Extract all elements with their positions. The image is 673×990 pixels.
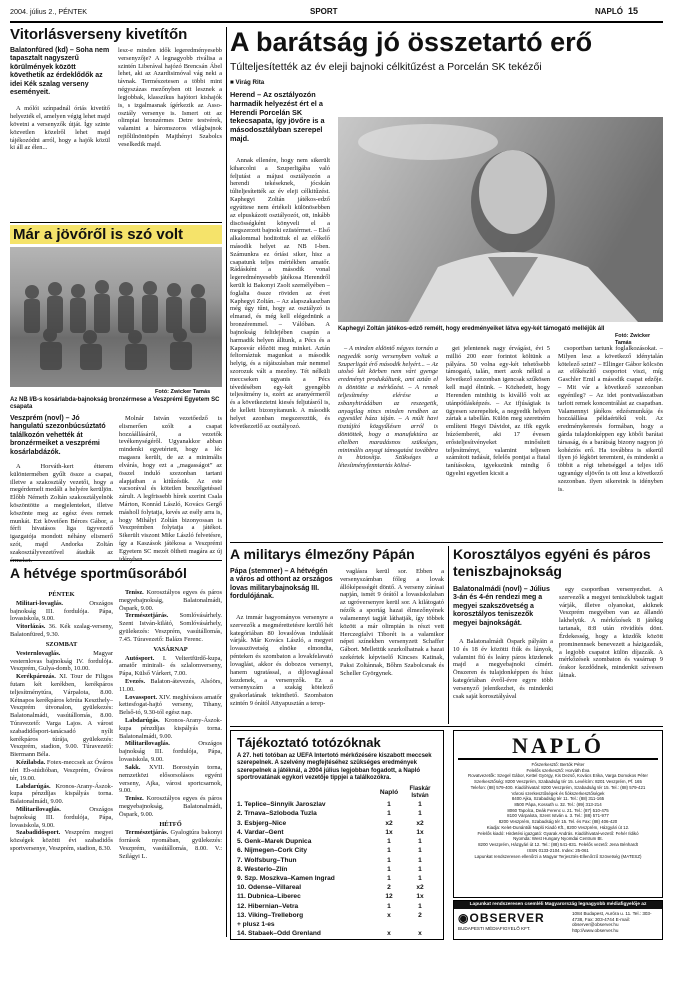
toto-match: 1. Teplice–Sinnyik Jaroszlav <box>237 801 326 809</box>
toto-flaskar-tip: 1 <box>418 847 422 855</box>
toto-row <box>237 865 437 874</box>
article-tennis <box>453 546 663 724</box>
toto-match: 2. Trnava–Szloboda Tuzla <box>237 810 317 818</box>
toto-title: Tájékoztató totózóknak <box>237 735 381 750</box>
header-section: SPORT <box>310 7 338 16</box>
imprint-line: 8060 Tapolca, Deák Ferenc u. 21. Tel.: (87) 510-475 <box>507 807 609 813</box>
toto-flaskar-tip: x2 <box>416 884 424 892</box>
main-col-4: csoportban tartunk foglalkozásokat. – Milyen lesz a következő idénytalán kötelező szint? – Ellinger Gábor kölcsön az előkészítő csoportot viszi, míg Gaschler Emil a második csapat edzője. – Mit vár a következő szezonban egyénileg? – Az idei pontvadászatban tarlott remek koncentrálást az csapatban. Valamennyi játékos edzésmunkája és hozzáállása példaértékű volt. Az eredménykeresés formában, hogy a gárda tulajdonképpen egy köbői barátai társaság, és a barátság bizony nagyon jó kohéziós erő. Ha továbbra is sikerül ilyen jó légkört teremteni, és mindenki a többit a régi tehetséggel a teljes idő ugyanúgy eljövőn is ott lesz a következő szezonban. ilyen sikereink is idényben is. <box>558 345 663 493</box>
toto-match: 10. Odense–Villareal <box>237 884 302 892</box>
weekend-column-2 <box>119 589 222 937</box>
toto-naplo-tip: 1 <box>387 874 391 882</box>
toto-match: 8. Westerlo–Zlín <box>237 865 288 873</box>
weekend-event-sport: Autósport. <box>125 654 163 662</box>
toto-naplo-tip: 1 <box>387 801 391 809</box>
rule-4 <box>230 726 663 727</box>
weekend-event <box>10 806 113 829</box>
weekend-event-detail: Veszprém megyei községek közötti évi szabadidős sportversenye, Veszprém, stadion, 8.30. <box>10 829 114 852</box>
main-col-1: Annak ellenére, hogy nem sikerült kiharcolni a Szuperligába való feljutást a májusi osztályozón a herendi tekéseknek, jócskán túlteljesítették az év eleji célkitűzést. Kaphegyi Zoltán játékos-edző egyúttese nem értékeli különösebben az elpuskázott osztályozót, ott, inkább discösségként könyveli el a megszerzett bajnoki ezüstérmet. – Első alkalommal hoditottuk el az előkelő második helyet az NB I-ben. Számunkra ez óriási siker, hisz a csapatunk teljes mértékben amatőr. Rádásként a második vonal legeredményesebb játékosa Herendről került ki Bakonyi Zsolt személyében – foglalta össze röviden az évet Kaphegyi Zoltán. – Az alapszakaszban még úgy tűnt, hogy az osztályzó is elmarad, és még kell elégednünk a bronzéremmel. – Válóban. A bajnokság felidejében csapún a harmadik helyen álltunk, a Pécs és a Kaposvár előzött meg minket. Aztán feltornáztuk magunkat a második helyig, és a rájátszásban már nemmel szorozuk vált a mezőny. Tét nélküli meccseken ugyanis a Pécs tévedésében egy-két gyengébb teljesítmény is, ezért az aranyérmeről és a következtetni kiesés feljutásról is, de kellett bizonyítanunk. A második helyet azonban megszereztük, és következetlő az osztályozó. <box>230 157 330 430</box>
toto-naplo-tip: 1 <box>387 902 391 910</box>
tennis-col-2: egy csoportban versenyezhet. A szervezők a megyei teniszklubok tagjait várják, illetve olyanokat, akiknek Veszprém megyében van az állandó lakhelyük. A mérkőzések 8 játékig tartanak, 8:8 után rövidítés dönt. Érdekesség, hogy a küzdők között prominennsek benevezett a házigazdák, a legjobb csapatot külön díjazzák. A mérkőzések szombaton és vasárnap 9 órakor kezdődnek, mindenkit szívesen látnak. <box>559 586 663 679</box>
weekend-event-detail: Gyalogtúra bakonyi források nyomában, gyülekezés: Veszprém, vasútállomás, 8.00. V.: Szilágyi L. <box>119 829 222 860</box>
weekend-event-sport: Labdarúgás. <box>125 717 165 724</box>
toto-row <box>237 920 437 929</box>
main-col-2: – A minden eldöntő négyes tornán a negyedik sorig versenyben voltak a Szuperligát érő második helyért... – Az utolsó két körben nem várt gyenge eredményt produkáltunk, ami aztán el is döntötte a mérkőzést. – A remek teljesítmény elérése a zsbanyhirádában az reszegetik, anyagilag nincs minden rendben az egyesület háza táján. – A múlt havi tisztújító közgyűlésen arról is döntöttek, hogy a manufaktúra az eltelben maradásnos szükséges, minimális anyagi támogatást továbbra is biztosítja. Szükséges a létesítményfenntartás költsé- <box>338 345 438 470</box>
toto-flaskar-tip: 1 <box>418 902 422 910</box>
weekend-title: A hétvége sportműsorából <box>10 565 187 581</box>
tennis-lead: Balatonalmádi (novl) – Július 3-án és 4-én rendezi meg a megyei szakszövetség a korosztályos teniszezők megyei bajnokságát. <box>453 586 550 627</box>
observer-address: 1084 Budapest, Auróra u. 11. Tel.: 303-4738, Fax: 303-4744 E-mail: observer@observer.hu http://www.observer.hu <box>572 911 652 934</box>
weekend-event-sport: Kerékpározás. <box>16 673 60 681</box>
observer-sub: BUDAPESTI MÉDIAFIGYELŐ KFT. <box>458 925 531 931</box>
weekend-event <box>119 795 222 818</box>
toto-col-flaskar: Flaskár István <box>409 786 431 800</box>
imprint-line: 8200 Veszprém, Házgyári út 12. Tel.: (88) 541-831. Felelős vezető: Jena Bénhardt <box>478 842 638 848</box>
weekend-event-detail: XI. Tour de Filigos futam két kerékben, kerékpáros teljesítménytúra, Várpalota, 8.00. Kétnapos kerékpáros körúta Keszthely–Veszprém útvonalon, gyülekezés: Balatonalmádi, vasútállomás, 8.00. Túravezető: Varga Lajos. A várost szabadidősport-tanácsadó nyílt kerékpáros túrája, gyülekezés: Veszprém, stadion, 9.00. Túravezető: Biermann Béla. <box>10 673 113 759</box>
future-body-2: Molnár István vezetőedző is elismerően szólt a csapat hozzáállásáról, a vezetők tevékenységéről. Ugyanakkor abban mindenki egyetértett, hogy a léc magasra került, de az a minimális elvárás, hogy ezt a „magasságot” az összel induló szezonban tartani alapjaiban a kitűzésük. Az este vacsorával és kötetlen beszélgetéssel zárult. A legfrissebb hírek szerint Csala Márton, Konrád László, Kovács Gergő másholl folytatja, kevés az esély arra is, hogy Mihályi Zoltán bizonyossan is Veszprémben folytatja a játékot. Sikerült viszont Mike László felvetésre, így a Kaszások játékosa a Veszprémi Egyetem SC mezét öltheti magára az új <box>119 415 222 555</box>
main-lead: Herend – Az osztályozón harmadik helyezést ért el a Herendi Porcelán SK tekecsapata, így jövőre is a másodosztályban szerepel majd. <box>230 90 325 143</box>
toto-row <box>237 856 437 865</box>
toto-row <box>237 911 437 920</box>
toto-row <box>237 838 437 847</box>
imprint-line: Lapunkat rendszeresen ellenőrzi a Magyar Terjesztés-Ellenőrző Szövetség (MATESZ) <box>474 853 642 859</box>
toto-row <box>237 819 437 828</box>
toto-col-naplo: Napló <box>379 789 399 797</box>
toto-match: 6. Nijmegen–Cork City <box>237 847 307 855</box>
future-team-photo <box>10 247 222 387</box>
naplo-logo-text: NAPLÓ <box>512 733 604 758</box>
rule-1 <box>10 222 222 223</box>
toto-row <box>237 930 437 939</box>
toto-table <box>237 786 437 939</box>
weekend-event-detail: Korosztályos egyes és páros megyebajnokság, Balatonalmádi, Öspark, 9.00. <box>119 589 222 612</box>
future-title: Már a jövőről is szó volt <box>10 225 222 244</box>
main-photo-figure <box>338 117 663 322</box>
weekend-event-sport: Szabadidősport. <box>16 829 65 837</box>
tennis-col-1: A Balatonalmádi Öspark pályáin a 10 és 18 év közötti fiúk és lányok, valamint fiú és leány páros küzdenek majd a megyebajnoki címért. Önszeren és tulajdonképpen és húsz kategóriában évről-évre egyre több versenyző jelentkezhet, és mindenki csak saját korosztályával <box>453 638 553 700</box>
weekend-event <box>119 829 222 860</box>
weekend-event <box>119 589 222 612</box>
weekend-event-sport: Vitorlázás. <box>16 623 49 631</box>
main-photo <box>338 117 663 322</box>
toto-row <box>237 884 437 893</box>
weekend-event-detail: Magyar vesternlovas bajnokság IV. fordulója. Veszprém, Gulya-domb, 10.00. <box>10 649 113 673</box>
observer-banner: Lapunkat rendszeresen csemléli Magyarország legnagyobb médiafigyelője az <box>454 901 662 909</box>
weekend-event-sport: Vesternlovaglás. <box>16 649 94 657</box>
imprint-line: 8100 Várpalota, Szent István u. 3. Tel.: (88) 571-977 <box>507 813 609 819</box>
toto-flaskar-tip: 1 <box>418 865 422 873</box>
column-divider <box>226 27 227 937</box>
weekend-day-heading: VASÁRNAP <box>153 645 188 653</box>
toto-flaskar-tip <box>403 920 437 929</box>
toto-row <box>237 902 437 911</box>
toto-match: 12. Hibernian–Vetra <box>237 902 299 910</box>
toto-match: 11. Dubnica–Liberec <box>237 893 301 901</box>
weekend-event <box>119 717 222 740</box>
toto-flaskar-tip: 1 <box>418 838 422 846</box>
toto-naplo-tip: x2 <box>385 819 393 827</box>
weekend-event-detail: Fotex-meccsek az Óváros téri Eb-stúdióban, Veszprém, Óváros tér, 19.00. <box>10 759 113 782</box>
toto-row <box>237 810 437 819</box>
toto-row <box>237 801 437 810</box>
toto-naplo-tip: 1 <box>387 838 391 846</box>
sailing-lead: Balatonfüred (kd) – Soha nem tapasztalt nagyszerű körülmények között követhetik az érdeklődők az idei Kék szalag verseny eseményeit. <box>10 47 110 96</box>
toto-row <box>237 828 437 837</box>
weekend-event-detail: I. Veltertfürdő-kupa, amatőr minirali- és szlalomverseny, Pápa, Külső Várkert, 7.00. <box>119 654 222 678</box>
weekend-event <box>119 612 222 643</box>
weekend-event <box>119 740 222 763</box>
weekend-event-detail: Korosztályos egyes és páros megyebajnokság, Balatonalmádi, Öspark, 9.00. <box>119 795 222 818</box>
weekend-event-sport: Evezés. <box>125 677 151 685</box>
toto-naplo-tip: 1 <box>387 856 391 864</box>
toto-match: 9. Szp. Moszkva–Kamen Ingrad <box>237 874 335 882</box>
weekend-event-detail: XIV. meghívásos amatőr kettesfogat-hajtó verseny, Tihany, Belső-tó, 9.30-tól egész nap. <box>119 693 223 717</box>
weekend-event <box>10 600 113 623</box>
weekend-event-sport: Kézilabda. <box>16 759 47 767</box>
military-col-2: vaglásra kerül sor. Ebben a versenyszámban főleg a lovak állóképességét döntő. A verseny zárásai napján, ismét 9 órától a lovasiskolaban az ugróversenyre kerül sor. A kilátogató nézők a sportág hazai élmezőnyének valamennyi tagját láthatják, így többek között a már olimpián is részt vett Herczegfalvi Tiborét is a valamikor népei színekben versenyzett Schaffer Gábort. Mellettük szurkolhatnak a hazai szekértek képviselő Kincses Katinak, Paksi Zoltánnak, Bőhm Szabolcsnak és Scheller Györgynek. <box>340 568 444 677</box>
toto-flaskar-tip: 1 <box>418 810 422 818</box>
toto-row <box>237 847 437 856</box>
future-body-1: A Horváth-kert étterem különtermében gyűlt össze a csapat, illetve a szakosztály vezetői, hogy a megérdemelt medáli a helyére kerüljön. Előbb Németh Zoltán szakosztályelnök köszöntötte a megjelenteket, illetve köszönte meg az egész éves remek munkát. Ezt követően Bérces Gábor, a férfi hivatásos liga ügyvezető igazgatója mondott néhány elismerő szót, majd Andorka Zoltán szakosztályvezetővel átadták az <box>10 462 113 556</box>
imprint-line: ISSN 0133-2104. Index: 25-061 <box>527 847 589 853</box>
main-photo-credit: Fotó: Zwicker Tamás <box>615 333 651 346</box>
column-divider-2 <box>448 546 449 724</box>
toto-match: 14. Stabaek–Odd Grenland <box>237 930 321 938</box>
imprint-line: Nyomda: West Hungary Nyomdai Centrum Bt. <box>513 836 603 842</box>
article-future <box>10 225 222 556</box>
weekend-event-sport: Sakk. <box>125 763 149 771</box>
toto-naplo-tip: 2 <box>387 884 391 892</box>
rule-3 <box>230 542 663 543</box>
toto-box <box>230 730 444 940</box>
main-col-3: gei jelentenek nagy érvágást, évi 5 millió 200 ezer forintot költünk a pályára. 50 volna egy-két tehetősebb támogató, talán, mert azok nélkül a következő szezonban igencsak szűkösen kell majd élnünk. – Közhedett, hogy Herenden minthiig is kivállő volt az utánpótlásképzés. – Az ifjúságiak is ügyesen szerepeltek, a negyedik helyen zártak a tabellán. Külön meg szeretném említeni Hegyi Dávidot, az ifik egyik húzóemberét, aki 17 évesen erősteljesítvényeket minősített teljesítményt, valamint teljesen számított tudását, felelős pontjai a fiatal tanításokra, igyekszünk mindig ő ügyelni egyetlen kicsit a <box>446 345 550 477</box>
imprint-line: Kiadja: Kelet-Dunántúli Napló Kiadó Kft., 8200 Veszprém, Házgyári út 12. <box>486 824 630 830</box>
imprint-line: Rovatvezetők: Szegel Gábor, Kettel György, Kis Dezső, Kovács Erika, Varga Domokos Péter <box>468 773 648 779</box>
toto-col-match <box>237 786 375 801</box>
article-main <box>230 27 663 547</box>
imprint-logo <box>458 734 658 760</box>
main-byline <box>230 79 264 87</box>
weekend-event-detail: XVII. Borostyán torna, nemzetközi elősorsolásos egyéni verseny, Ajka, városi sportcsarnok, 9.00. <box>119 763 223 795</box>
weekend-event-sport: Lovassport. <box>125 693 159 701</box>
military-col-1: Az immár hagyományos versenyre a szervezők a megmérettetésre kerülő hét kategóriában 80 lovaslóvas indulását várják. Már Kovács László, a megyei lovasszövetség elnöke elmondta, pénteken és szombaton a lovakfelavató lovaglást, akkor és dobozos versenyt, hanem ugratással, a díjlovaglással kezdenek, a versenyzők. Ez a versenyszám a szakág kötelező gyakorlatának tekinthető. Szombaton szintén 9 órától Attyapusztán a terep- <box>230 614 333 707</box>
imprint-line: 8400 Ajka, Szabadság tér 11. Tel.: (88) 311-165 <box>511 796 605 802</box>
sailing-body-1: A mólói színpadnál óriás kivetítő helyezték el, amelyen végig lehet majd követni a versenyzők útját. Így szinte közvetlen közelről lehet majd tájékozódni arról, hogy a hajók közül ki áll az élen... <box>10 105 110 152</box>
weekend-event-detail: Balaton-átevezés, Alsóörs, 11.00. <box>119 677 222 693</box>
future-photo-caption: Az NB I/B-s kosárlabda-bajnokság bronzérmese a Veszprémi Egyetem SC csapata <box>10 397 220 411</box>
toto-naplo-tip: 1 <box>387 865 391 873</box>
toto-flaskar-tip: 2 <box>418 911 422 919</box>
weekend-event <box>119 694 222 717</box>
toto-naplo-tip: x <box>387 930 391 938</box>
header-rule <box>10 21 663 23</box>
byline-name: Virág Rita <box>235 79 265 86</box>
weekend-event-detail: Országos bajnokság III. fordulója, Pápa, lovasiskola, 9.00. <box>10 805 113 829</box>
weekend-event <box>119 764 222 795</box>
weekend-event-sport: Természetjárás. <box>125 829 171 837</box>
toto-flaskar-tip: 1x <box>416 828 424 836</box>
header-page-number: 15 <box>628 6 639 16</box>
toto-row <box>237 893 437 902</box>
military-title: A militarys élmezőny Pápán <box>230 546 415 562</box>
weekend-day-heading: SZOMBAT <box>45 640 78 648</box>
header-date: 2004. július 2., PÉNTEK <box>10 7 88 16</box>
toto-row <box>237 874 437 883</box>
weekend-event-sport: Militarilovaglás. <box>16 805 90 813</box>
weekend-event-sport: Militari-lovaglás. <box>16 599 90 607</box>
imprint-line: 8200 Veszprém, Szabadság tér 15. Tel. és Fax: (88) 406-420 <box>498 819 618 825</box>
weekend-event-sport: Természetjárás. <box>125 612 180 620</box>
page-header <box>10 6 663 20</box>
sailing-body-2: lesz-e minden idők legeredményesebb versenyzője? A legnagyobb riválisa a szintén Liberával hajózó Brencsán Ábel lehet, aki az Azardisimóval vág neki a távnak. Természetesen a többi mint négyszázas mezőnyben ott lesznek a legjobbak, klasszikus hajótori kishajók is, s izgalmasnak ígérkezik az Asso-osztály versenye is. Ismert ott az olimpiai bronzérmes Detre testvérek, valamint a háromszoros világbajnok rejtőlilnöntöpén Majthényi Szabolcs veselkedik majd. <box>118 47 222 148</box>
imprint-line: Városi szerkesztőségek és fiókszerkesztőségek <box>511 790 605 796</box>
imprint-line: Szerkesztőség: 8200 Veszprém, Szabadság tér 15. Levélcím: 8201 Veszprém, Pf. 165 <box>474 779 642 785</box>
toto-naplo-tip: 1x <box>385 828 393 836</box>
toto-flaskar-tip: 1 <box>418 874 422 882</box>
main-subtitle: Túlteljesítették az év eleji bajnoki célkitűzést a Porcelán SK tekézői <box>230 61 542 73</box>
toto-naplo-tip: 1 <box>387 847 391 855</box>
weekend-event-sport: Labdarúgás. <box>16 782 56 790</box>
weekend-event <box>119 678 222 694</box>
imprint-line: Felelős kiadó: Hirdetési igazgató: Gyarak András. Kiadóhivatal-vezető: Fehér Ildikó <box>477 830 639 836</box>
weekend-event-detail: Országos bajnokság III. fordulója, Pápa, lovasiskola, 9.00. <box>119 740 222 764</box>
weekend-event <box>10 623 113 639</box>
weekend-day-heading: PÉNTEK <box>48 591 75 598</box>
tennis-title: Korosztályos egyéni és páros teniszbajnokság <box>453 546 651 579</box>
toto-flaskar-tip: 1 <box>418 856 422 864</box>
toto-flaskar-tip: 1 <box>418 801 422 809</box>
toto-flaskar-tip: 1x <box>416 893 424 901</box>
weekend-event <box>10 673 113 759</box>
imprint-text <box>458 762 658 859</box>
weekend-event <box>10 650 113 673</box>
weekend-event <box>10 783 113 806</box>
weekend-event-detail: Kronos-Arany-Ászok-kupa pénzdíjas kispályás torna. Balatonalmádi, 9.00. <box>119 717 222 740</box>
rule-2 <box>10 560 222 561</box>
toto-match: 7. Wolfsburg–Thun <box>237 856 297 864</box>
weekend-event-sport: Militarilovaglás. <box>125 740 199 748</box>
observer-eye-icon: ◉ <box>458 911 470 925</box>
observer-ad <box>453 900 663 940</box>
team-photo-figures <box>10 247 222 387</box>
imprint-box <box>453 730 663 898</box>
observer-logo <box>458 911 568 926</box>
imprint-line: Felelős szerkesztő: Horváth Éva <box>526 767 590 773</box>
main-photo-caption: Kaphegyi Zoltán játékos-edző remélt, hogy eredményeiket látva egy-két támogató melléjük áll <box>338 326 605 332</box>
observer-logo-text: OBSERVER <box>469 911 545 925</box>
toto-match: 4. Vardar–Gent <box>237 828 284 836</box>
imprint-line: Főszerkesztő: Bertók Péter <box>531 762 585 767</box>
toto-intro: A 27. heti totóban az UEFA Intertotó mérkőzésére kiszabott meccsek szerepelnek. A szelvény megfejtéséhez szükséges eredmények szerepelnek a játéknál, a 2004 július legjobban fogadott, a Napló sportrovatának egykori vezetője tippjei a találkozókra. <box>237 753 432 781</box>
toto-match: 3. Esbjerg–Nice <box>237 819 287 827</box>
weekend-event-detail: 36. Kék szalag-verseny, Balatonfüred, 9.30. <box>10 623 113 639</box>
article-sailing <box>10 27 222 222</box>
weekend-event <box>10 829 113 852</box>
imprint-line: Telefon: (88) 579-400. Kiadóhivatal: 8200 Veszprém, Szabadság tér 15. Tel.: (88) 579-421 <box>470 784 646 790</box>
header-paper: NAPLÓ <box>595 7 623 16</box>
toto-match: 5. Genk–Marek Dupnica <box>237 838 312 846</box>
weekend-day-heading: HÉTFŐ <box>159 820 182 828</box>
weekend-event <box>10 759 113 782</box>
weekend-event-detail: Somlóvásárhely. Szent István-kilátó, Somlóvásárhely, gyülekezés: Veszprém, vasútállomás, 7.45. Túravezető: Balázs Ferenc. <box>119 612 222 643</box>
weekend-event-sport: Tenisz. <box>125 589 147 596</box>
toto-naplo-tip: x <box>387 911 391 919</box>
toto-naplo-tip <box>375 920 403 929</box>
toto-match: 13. Viking–Trelleborg <box>237 911 304 919</box>
weekend-event <box>119 655 222 678</box>
weekend-column-1 <box>10 589 113 937</box>
weekend-event-sport: Tenisz. <box>125 795 147 803</box>
imprint-line: 8500 Pápa, Kossuth u. 32. Tel.: (89) 313-214 <box>514 802 602 808</box>
weekend-event-detail: Országos bajnokság III. fordulója. Pápa, lovasiskola, 9.00. <box>10 599 113 623</box>
military-lead: Pápa (stemmer) – A hétvégén a város ad otthont az országos lovas militarybajnokság III. fordulójának. <box>230 568 333 601</box>
toto-naplo-tip: 12 <box>385 893 393 901</box>
toto-naplo-tip: 1 <box>387 810 391 818</box>
byline-square-icon: ■ <box>230 79 236 86</box>
future-photo-credit: Fotó: Zwicker Tamás <box>155 389 211 395</box>
sailing-title: Vitorlásverseny kivetítőn <box>10 26 188 43</box>
future-lead: Veszprém (novl) – Jó hangulatú szezonbúcsúztató találkozón vehették át bronzérmeiket a veszprémi kosárlabdázók. <box>10 415 106 456</box>
article-weekend <box>10 565 222 940</box>
article-military <box>230 546 444 724</box>
weekend-event-detail: Kronos-Arany-Ászok-kupa pénzdíjas kispályás torna. Balatonalmádi, 9.00. <box>10 782 113 806</box>
toto-flaskar-tip: x <box>418 930 422 938</box>
toto-flaskar-tip: x2 <box>416 819 424 827</box>
main-title: A barátság jó összetartó erő <box>230 27 593 57</box>
toto-match: + plusz 1-es <box>237 921 275 929</box>
